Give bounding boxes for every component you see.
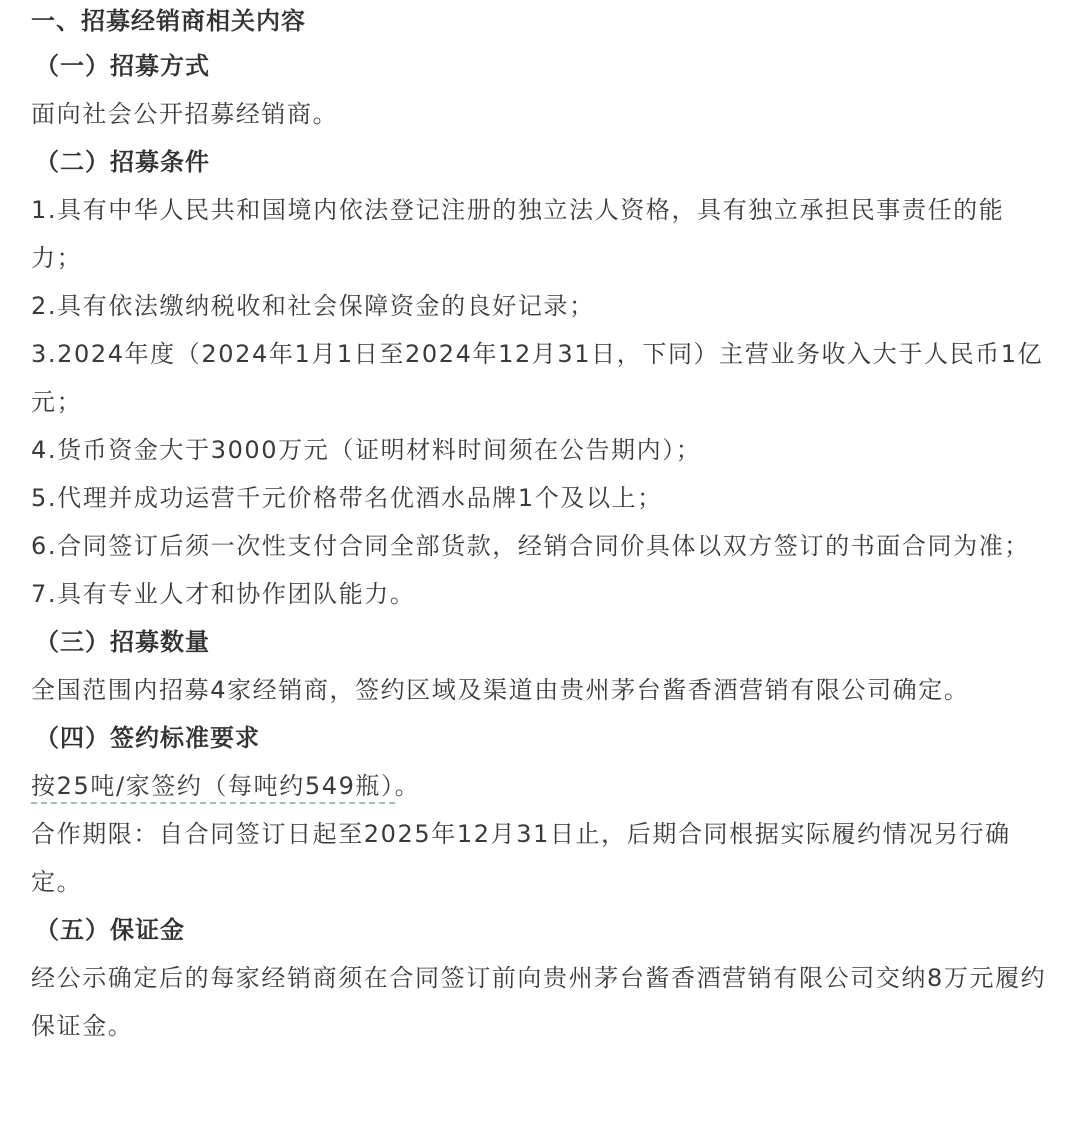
heading-signing-standard: （四）签约标准要求 [35,724,260,752]
recruitment-method-text: 面向社会公开招募经销商。 [31,100,339,128]
heading-recruitment-conditions: （二）招募条件 [35,148,210,176]
article-body [31,0,1051,1050]
heading-recruitment-method: （一）招募方式 [35,52,210,80]
condition-item: 6.合同签订后须一次性支付合同全部货款，经销合同价具体以双方签订的书面合同为准； [31,532,1030,560]
condition-item: 4.货币资金大于3000万元（证明材料时间须在公告期内）； [31,436,702,464]
heading-recruitment-quantity: （三）招募数量 [35,628,210,656]
condition-item: 5.代理并成功运营千元价格带名优酒水品牌1个及以上； [31,484,663,512]
recruitment-quantity-text: 全国范围内招募4家经销商，签约区域及渠道由贵州茅台酱香酒营销有限公司确定。 [31,676,970,704]
signing-standard-line [31,762,1051,810]
condition-item: 1.具有中华人民共和国境内依法登记注册的独立法人资格，具有独立承担民事责任的能力； [31,196,1005,272]
condition-item: 7.具有专业人才和协作团队能力。 [31,580,416,608]
signing-standard-link[interactable]: 按25吨/家签约（每吨约549瓶） [31,772,395,804]
condition-item: 2.具有依法缴纳税收和社会保障资金的良好记录； [31,292,595,320]
heading-deposit: （五）保证金 [35,916,185,944]
signing-standard-end: 。 [394,772,421,800]
deposit-text: 经公示确定后的每家经销商须在合同签订前向贵州茅台酱香酒营销有限公司交纳8万元履约保证金。 [31,964,1047,1040]
section-title: 一、招募经销商相关内容 [31,7,306,35]
cooperation-period-text: 合作期限：自合同签订日起至2025年12月31日止，后期合同根据实际履约情况另行确定。 [31,820,1011,896]
condition-item: 3.2024年度（2024年1月1日至2024年12月31日，下同）主营业务收入大于人民币1亿元； [31,340,1044,416]
